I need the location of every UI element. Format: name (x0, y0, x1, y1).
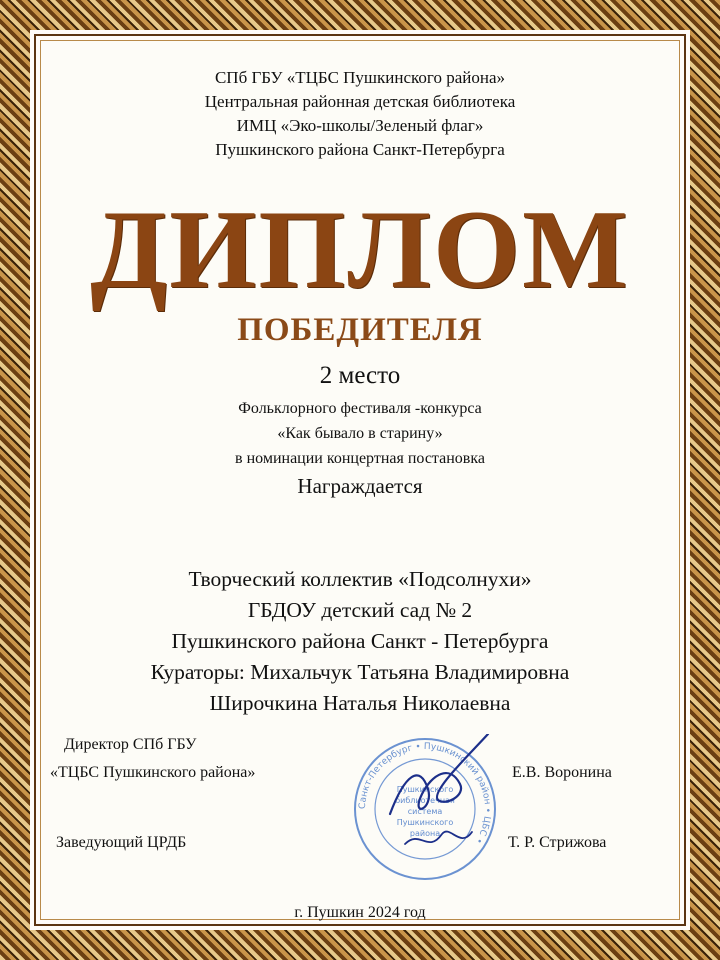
event-line: Фольклорного фестиваля -конкурса (238, 400, 482, 417)
recipient-line: Пушкинского района Санкт - Петербурга (171, 629, 549, 653)
diploma-title: ДИПЛОМ (90, 188, 630, 312)
director-title-line1: Директор СПб ГБУ (64, 736, 197, 753)
director-name: Е.В. Воронина (512, 764, 612, 781)
recipient-line: Творческий коллектив «Подсолнухи» (188, 567, 532, 591)
head-title: Заведующий ЦРДБ (56, 834, 187, 851)
stamp-ring-text: Санкт-Петербург • Пушкинский район • ЦБС • (357, 741, 493, 846)
stamp-line: района (409, 829, 441, 838)
recipient-block (44, 564, 676, 719)
event-block (44, 396, 676, 471)
issuer-line: СПб ГБУ «ТЦБС Пушкинского района» (214, 68, 506, 87)
recipient-line: Кураторы: Михальчук Татьяна Владимировна (150, 660, 570, 684)
issuer-block (44, 66, 676, 162)
event-line: «Как бывало в старину» (277, 425, 443, 442)
diploma-subtitle: ПОБЕДИТЕЛЯ (237, 312, 483, 348)
stamp-line: система (407, 807, 443, 816)
recipient-line: ГБДОУ детский сад № 2 (247, 598, 473, 622)
director-title-line2: «ТЦБС Пушкинского района» (50, 764, 256, 781)
stamp-line: Пушкинского (396, 818, 454, 827)
event-line: в номинации концертная постановка (235, 450, 485, 467)
stamp-line: библиотечная (395, 796, 455, 805)
diploma-content (44, 44, 676, 921)
issuer-line: ИМЦ «Эко-школы/Зеленый флаг» (236, 116, 484, 135)
issuer-line: Пушкинского района Санкт-Петербурга (215, 140, 505, 159)
head-name: Т. Р. Стрижова (508, 834, 607, 851)
stamp-line: Пушкинского (396, 785, 454, 794)
place-text: 2 место (319, 362, 401, 389)
official-stamp (350, 734, 500, 884)
issuer-line: Центральная районная детская библиотека (204, 92, 516, 111)
recipient-line: Широчкина Наталья Николаевна (209, 691, 511, 715)
footer-place-year: г. Пушкин 2024 год (294, 904, 426, 921)
award-text: Награждается (297, 474, 423, 498)
